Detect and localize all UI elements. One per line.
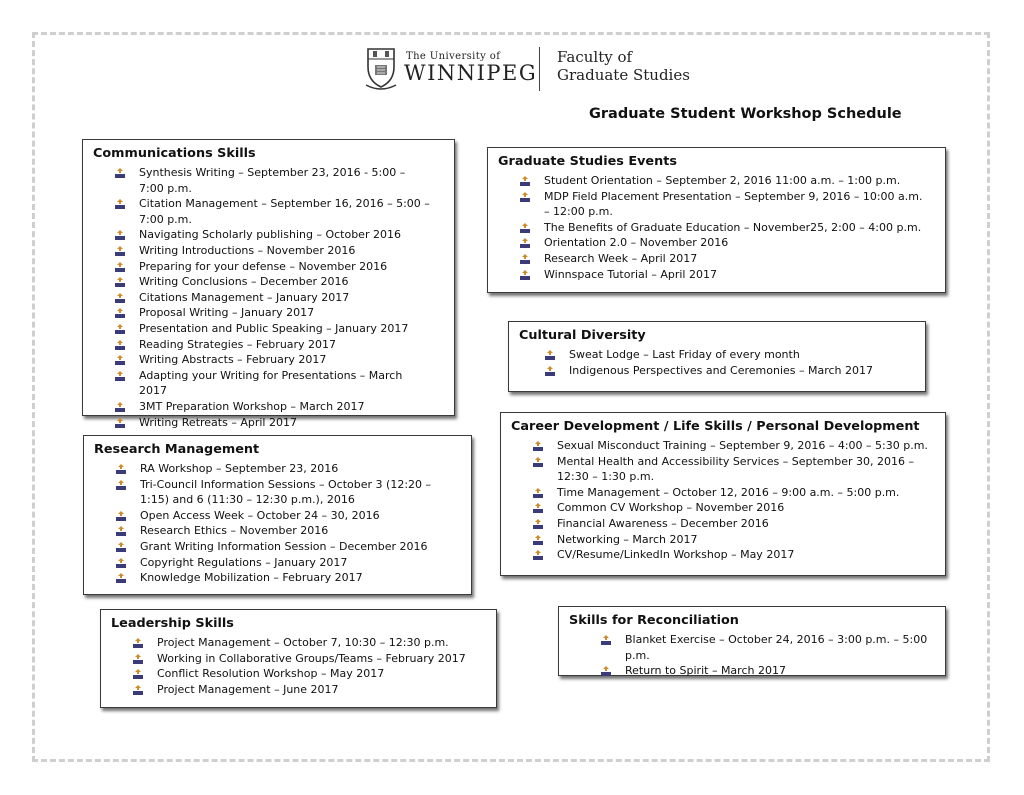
section-career-development (500, 412, 946, 576)
list-item (115, 274, 433, 290)
list-item-text: Winnspace Tutorial – April 2017 (544, 267, 717, 281)
arrow-bullet-icon (133, 638, 143, 648)
list-item (533, 547, 928, 563)
list-item (533, 516, 928, 532)
list-item (116, 523, 446, 539)
list-item (115, 352, 433, 368)
list-item (115, 290, 433, 306)
arrow-bullet-icon (115, 246, 125, 256)
list-item-text: Orientation 2.0 – November 2016 (544, 236, 729, 250)
arrow-bullet-icon (115, 293, 125, 303)
section-heading: Career Development / Life Skills / Personal Development (511, 419, 920, 434)
list-item (520, 220, 925, 236)
list-item-text: Synthesis Writing – September 23, 2016 - 5:00 – 7:00 p.m. (139, 166, 406, 195)
list-item-text: Sexual Misconduct Training – September 9, 2016 – 4:00 – 5:30 p.m. (557, 439, 928, 452)
list-item-text: The Benefits of Graduate Education – November25, 2:00 – 4:00 p.m. (544, 220, 922, 234)
list-item (115, 243, 433, 259)
list-item-text: Networking – March 2017 (557, 532, 698, 546)
item-list (116, 461, 446, 586)
arrow-bullet-icon (115, 418, 125, 428)
list-item (533, 485, 928, 501)
section-heading: Leadership Skills (111, 616, 234, 631)
list-item (533, 500, 928, 516)
list-item-text: Blanket Exercise – October 24, 2016 – 3:00 p.m. – 5:00 p.m. (625, 633, 928, 662)
section-heading: Communications Skills (93, 146, 256, 161)
section-cultural-diversity (508, 321, 926, 392)
list-item-text: Mental Health and Accessibility Services – September 30, 2016 – 12:30 – 1:30 p.m. (557, 454, 914, 484)
list-item-text: Writing Conclusions – December 2016 (139, 275, 349, 289)
list-item-text: Return to Spirit – March 2017 (625, 664, 786, 678)
arrow-bullet-icon (601, 635, 611, 645)
list-item (116, 477, 446, 508)
section-skills-for-reconciliation (558, 606, 946, 676)
list-item (533, 454, 928, 485)
list-item (133, 682, 493, 698)
list-item (520, 251, 925, 267)
list-item-text: 3MT Preparation Workshop – March 2017 (139, 399, 365, 413)
list-item-text: MDP Field Placement Presentation – September 9, 2016 – 10:00 a.m. – 12:00 p.m. (544, 189, 923, 219)
faculty-name (557, 48, 690, 84)
list-item-text: Knowledge Mobilization – February 2017 (140, 571, 363, 585)
arrow-bullet-icon (520, 223, 530, 233)
list-item (116, 461, 446, 477)
university-name-main: WINNIPEG (404, 61, 538, 85)
arrow-bullet-icon (533, 503, 543, 513)
list-item (601, 632, 931, 663)
arrow-bullet-icon (601, 666, 611, 676)
list-item (116, 539, 446, 555)
list-item-text: Grant Writing Information Session – December 2016 (140, 539, 428, 553)
section-heading: Research Management (94, 442, 260, 457)
arrow-bullet-icon (115, 262, 125, 272)
arrow-bullet-icon (520, 270, 530, 280)
list-item (533, 438, 928, 454)
list-item (115, 337, 433, 353)
list-item (115, 321, 433, 337)
item-list (115, 165, 433, 430)
arrow-bullet-icon (520, 176, 530, 186)
list-item-text: Conflict Resolution Workshop – May 2017 (157, 667, 385, 681)
list-item-text: Indigenous Perspectives and Ceremonies – March 2017 (569, 363, 874, 377)
faculty-line-2: Graduate Studies (557, 66, 690, 84)
arrow-bullet-icon (545, 366, 555, 376)
item-list (601, 632, 931, 679)
list-item (133, 666, 493, 682)
list-item (115, 415, 433, 431)
arrow-bullet-icon (533, 519, 543, 529)
list-item-text: RA Workshop – September 23, 2016 (140, 462, 339, 475)
list-item (133, 635, 493, 651)
arrow-bullet-icon (116, 542, 126, 552)
list-item-text: Project Management – October 7, 10:30 – 12:30 p.m. (157, 636, 449, 649)
list-item-text: Writing Abstracts – February 2017 (139, 353, 327, 367)
faculty-line-1: Faculty of (557, 48, 633, 66)
arrow-bullet-icon (115, 355, 125, 365)
section-heading: Cultural Diversity (519, 328, 646, 343)
list-item (115, 305, 433, 321)
list-item-text: Reading Strategies – February 2017 (139, 337, 337, 351)
list-item (115, 165, 433, 196)
arrow-bullet-icon (115, 168, 125, 178)
list-item-text: Student Orientation – September 2, 2016 11:00 a.m. – 1:00 p.m. (544, 174, 901, 187)
list-item-text: Preparing for your defense – November 2016 (139, 259, 388, 273)
arrow-bullet-icon (533, 550, 543, 560)
list-item-text: Writing Introductions – November 2016 (139, 243, 356, 257)
list-item-text: Navigating Scholarly publishing – October 2016 (139, 228, 401, 242)
arrow-bullet-icon (545, 350, 555, 360)
list-item-text: Writing Retreats – April 2017 (139, 415, 297, 429)
arrow-bullet-icon (533, 488, 543, 498)
list-item-text: Research Week – April 2017 (544, 251, 698, 265)
list-item (520, 235, 925, 251)
item-list (133, 635, 493, 697)
list-item (115, 196, 433, 227)
list-item-text: Common CV Workshop – November 2016 (557, 501, 785, 515)
university-name-top: The University of (406, 51, 501, 62)
list-item-text: Project Management – June 2017 (157, 682, 339, 696)
list-item (115, 227, 433, 243)
arrow-bullet-icon (133, 669, 143, 679)
arrow-bullet-icon (133, 654, 143, 664)
arrow-bullet-icon (116, 480, 126, 490)
arrow-bullet-icon (116, 464, 126, 474)
list-item (116, 508, 446, 524)
schedule-title: Graduate Student Workshop Schedule (589, 106, 902, 122)
list-item (520, 267, 925, 283)
arrow-bullet-icon (133, 685, 143, 695)
list-item-text: Working in Collaborative Groups/Teams – February 2017 (157, 651, 466, 665)
arrow-bullet-icon (533, 441, 543, 451)
list-item (115, 399, 433, 415)
list-item-text: Proposal Writing – January 2017 (139, 306, 315, 320)
section-communications-skills (82, 139, 455, 429)
list-item-text: Time Management – October 12, 2016 – 9:00 a.m. – 5:00 p.m. (557, 485, 900, 499)
list-item-text: Research Ethics – November 2016 (140, 524, 329, 538)
list-item (115, 259, 433, 275)
list-item (533, 532, 928, 548)
arrow-bullet-icon (116, 558, 126, 568)
list-item-text: Adapting your Writing for Presentations – March 2017 (139, 368, 403, 398)
list-item-text: Sweat Lodge – Last Friday of every month (569, 348, 800, 361)
section-leadership-skills (100, 609, 497, 708)
arrow-bullet-icon (115, 340, 125, 350)
arrow-bullet-icon (533, 457, 543, 467)
list-item-text: Presentation and Public Speaking – January 2017 (139, 321, 409, 335)
section-heading: Graduate Studies Events (498, 154, 677, 169)
item-list (533, 438, 928, 563)
list-item-text: Financial Awareness – December 2016 (557, 516, 769, 530)
arrow-bullet-icon (533, 535, 543, 545)
list-item-text: Copyright Regulations – January 2017 (140, 555, 348, 569)
university-crest-icon (364, 45, 398, 91)
list-item (520, 173, 925, 189)
list-item (545, 363, 905, 379)
list-item (545, 347, 905, 363)
arrow-bullet-icon (115, 371, 125, 381)
arrow-bullet-icon (520, 192, 530, 202)
arrow-bullet-icon (520, 238, 530, 248)
arrow-bullet-icon (115, 402, 125, 412)
list-item (133, 651, 493, 667)
list-item-text: CV/Resume/LinkedIn Workshop – May 2017 (557, 548, 795, 562)
list-item-text: Citations Management – January 2017 (139, 290, 350, 304)
arrow-bullet-icon (520, 254, 530, 264)
arrow-bullet-icon (115, 324, 125, 334)
arrow-bullet-icon (116, 511, 126, 521)
section-graduate-studies-events (487, 147, 946, 293)
arrow-bullet-icon (115, 277, 125, 287)
list-item (115, 368, 433, 399)
list-item (520, 189, 925, 220)
arrow-bullet-icon (116, 573, 126, 583)
list-item-text: Citation Management – September 16, 2016 – 5:00 – 7:00 p.m. (139, 197, 430, 226)
arrow-bullet-icon (115, 230, 125, 240)
section-heading: Skills for Reconciliation (569, 613, 739, 628)
item-list (520, 173, 925, 282)
list-item (116, 570, 446, 586)
arrow-bullet-icon (115, 199, 125, 209)
list-item (116, 555, 446, 571)
arrow-bullet-icon (115, 308, 125, 318)
list-item-text: Open Access Week – October 24 – 30, 2016 (140, 508, 380, 522)
section-research-management (83, 435, 472, 595)
university-logo (364, 45, 694, 93)
arrow-bullet-icon (116, 526, 126, 536)
list-item (601, 663, 931, 679)
item-list (545, 347, 905, 378)
list-item-text: Tri-Council Information Sessions – October 3 (12:20 – 1:15) and 6 (11:30 – 12:30 p.m.), 2016 (140, 477, 432, 507)
logo-divider (539, 47, 540, 91)
